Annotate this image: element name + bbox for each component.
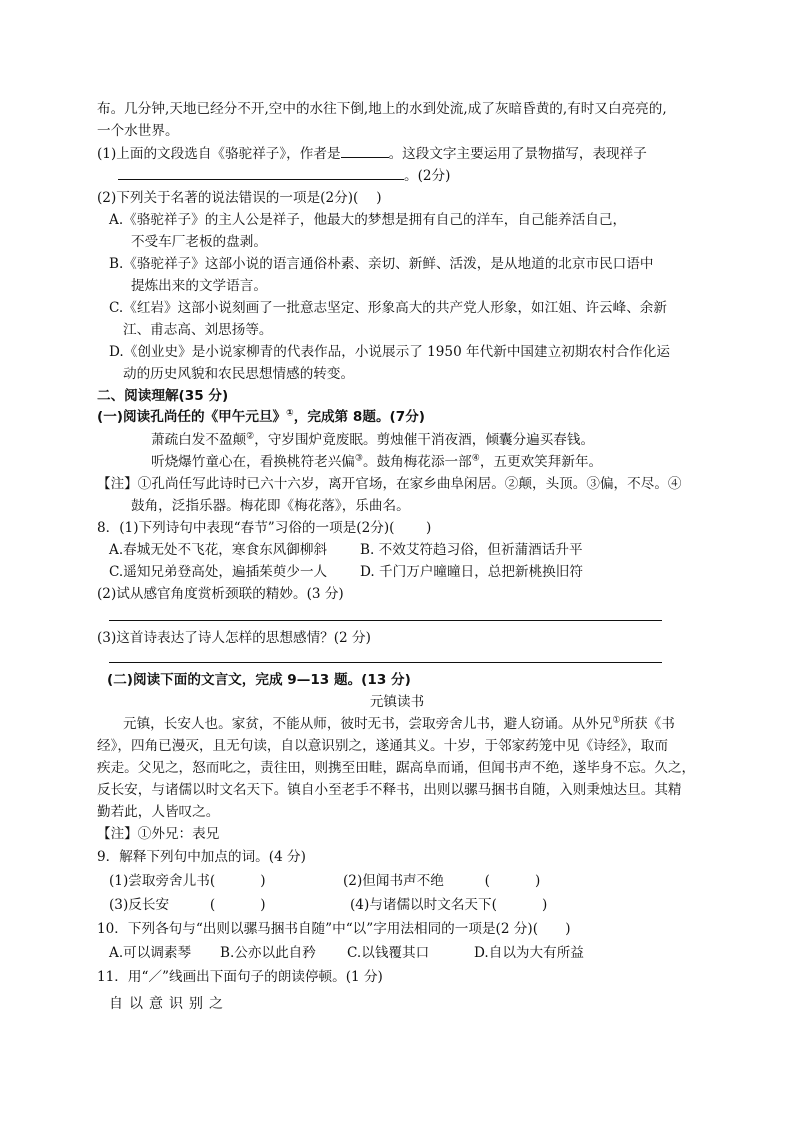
- classical-text-line-2: 经》，四角已漫灭，且无句读，自以意识别之，遂通其义。十岁，于邻家药笼中见《诗经》，取而: [97, 738, 668, 754]
- q1-text-c: 。(2分): [404, 168, 451, 184]
- q11-sentence: 自以意识别之: [109, 996, 229, 1012]
- question-1-cont: [118, 165, 450, 186]
- q2-option-a: A.《骆驼祥子》的主人公是祥子，他最大的梦想是拥有自己的洋车，自己能养活自己，: [109, 212, 627, 228]
- q2-option-d: D.《创业史》是小说家柳青的代表作品，小说展示了 1950 年代新中国建立初期农村合作化运: [109, 344, 670, 360]
- part-1-title: [97, 407, 425, 427]
- passage-line-2: 一个水世界。: [97, 123, 179, 139]
- q9-item-4: (4)与诸儒以时文名天下( ): [350, 897, 548, 913]
- part-1-title-text: (一)阅读孔尚任的《甲午元旦》: [97, 409, 287, 425]
- q2-option-b-cont: 提炼出来的文学语言。: [131, 278, 267, 294]
- q2-option-b: B.《骆驼祥子》这部小说的语言通俗朴素、亲切、新鲜、活泼，是从地道的北京市民口语中: [109, 256, 654, 272]
- q1-blank-answer[interactable]: [118, 165, 404, 180]
- question-10-stem: 10．下列各句与“出则以骡马捆书自随”中“以”字用法相同的一项是(2 分)( ): [97, 921, 571, 937]
- q8-option-b: B. 不效艾符趋习俗，但祈蒲酒话升平: [360, 542, 583, 558]
- part-2-title: (二)阅读下面的文言文，完成 9—13 题。(13 分): [107, 672, 411, 688]
- question-9-stem: 9．解释下列句中加点的词。(4 分): [97, 849, 306, 865]
- q1-text-b: 。这段文字主要运用了景物描写，表现祥子: [388, 146, 647, 162]
- q10-option-c: C.以钱覆其口: [347, 945, 430, 961]
- q1-blank-author[interactable]: [341, 143, 389, 158]
- poem-line-1b: ，守岁围炉竟废眠。剪烛催干消夜酒，倾囊分遍买春钱。: [254, 432, 595, 448]
- question-11-stem: 11．用“／”线画出下面句子的朗读停顿。(1 分): [97, 969, 383, 985]
- part-1-note-mark: ①: [286, 408, 294, 419]
- q2-option-c-cont: 江、甫志高、刘思扬等。: [123, 322, 273, 338]
- q1-text-a: (1)上面的文段选自《骆驼祥子》，作者是: [97, 146, 341, 162]
- question-2-stem: (2)下列关于名著的说法错误的一项是(2分)( ): [97, 190, 382, 206]
- classical-text-title: 元镇读书: [369, 694, 425, 710]
- poem-line-2: [151, 452, 602, 472]
- question-1: [97, 143, 647, 164]
- part-1-title-end: ，完成第 8题。(7分): [293, 409, 426, 425]
- poem-line-2c: ，五更欢笑拜新年。: [479, 454, 603, 470]
- classical-text-line-4: 反长安，与诸儒以时文名天下。镇自小至老手不释书，出则以骡马捆书自随，入则秉烛达旦。其精: [97, 782, 682, 798]
- q8-option-c: C.遥知兄弟登高处，遍插茱萸少一人: [109, 564, 328, 580]
- classical-text-line-3: 疾走。父见之，怒而叱之，责往田，则携至田畦，踞高阜而诵，但闻书声不绝，遂毕身不忘。久之，: [97, 760, 696, 776]
- q8-part-3-answer-line[interactable]: [109, 662, 662, 663]
- q9-item-1: (1)尝取旁舍儿书( ): [109, 873, 266, 889]
- q8-part-2-answer-line[interactable]: [109, 620, 662, 621]
- question-8-stem: 8．(1)下列诗句中表现“春节”习俗的一项是(2分)( ): [97, 520, 432, 536]
- classical-note-mark-1: ①: [612, 715, 621, 726]
- q8-option-d: D. 千门万户曈曈日，总把新桃换旧符: [360, 564, 583, 580]
- q8-option-a: A.春城无处不飞花，寒食东风御柳斜: [109, 542, 328, 558]
- section-2-title: 二、阅读理解(35 分): [97, 388, 229, 404]
- classical-text-line-1b: 所获《书: [620, 716, 675, 732]
- q2-option-a-cont: 不受车厂老板的盘剥。: [131, 234, 267, 250]
- poem-note-2: 鼓角，泛指乐器。梅花即《梅花落》，乐曲名。: [131, 498, 410, 514]
- q9-item-2: (2)但闻书声不绝 ( ): [343, 873, 541, 889]
- classical-text-line-1a: 元镇，长安人也。家贫，不能从师，彼时无书，尝取旁舍儿书，避人窃诵。从外兄: [123, 716, 613, 732]
- q10-option-b: B.公亦以此自矜: [220, 945, 316, 961]
- poem-note-mark-3: ③: [354, 453, 363, 464]
- poem-line-2a: 听烧爆竹童心在，看换桃符老兴偏: [151, 454, 355, 470]
- classical-text-line-1: [123, 714, 675, 734]
- q8-part-3: (3)这首诗表达了诗人怎样的思想感情？(2 分): [97, 630, 371, 646]
- q10-option-a: A.可以调素琴: [109, 945, 192, 961]
- passage-line-1: 布。几分钟,天地已经分不开,空中的水往下倒,地上的水到处流,成了灰暗昏黄的,有时又白亮亮的,: [97, 101, 667, 117]
- poem-line-2b: 。鼓角梅花添一部: [362, 454, 472, 470]
- q9-item-3: (3)反长安 ( ): [109, 897, 266, 913]
- classical-text-note: 【注】①外兄：表兄: [97, 826, 220, 842]
- poem-note-1: 【注】①孔尚任写此诗时已六十六岁，离开官场，在家乡曲阜闲居。②颠，头顶。③偏，不尽。④: [97, 476, 682, 492]
- q2-option-c: C.《红岩》这部小说刻画了一批意志坚定、形象高大的共产党人形象，如江姐、许云峰、余新: [109, 300, 667, 316]
- poem-line-1: [151, 430, 594, 450]
- poem-note-mark-2: ②: [246, 431, 255, 442]
- classical-text-line-5: 勤若此，人皆叹之。: [97, 804, 220, 820]
- poem-note-mark-4: ④: [471, 453, 480, 464]
- q8-part-2: (2)试从感官角度赏析颈联的精妙。(3 分): [97, 586, 344, 602]
- q10-option-d: D.自以为大有所益: [474, 945, 584, 961]
- q2-option-d-cont: 动的历史风貌和农民思想情感的转变。: [123, 366, 355, 382]
- poem-line-1a: 萧疏白发不盈颠: [151, 432, 247, 448]
